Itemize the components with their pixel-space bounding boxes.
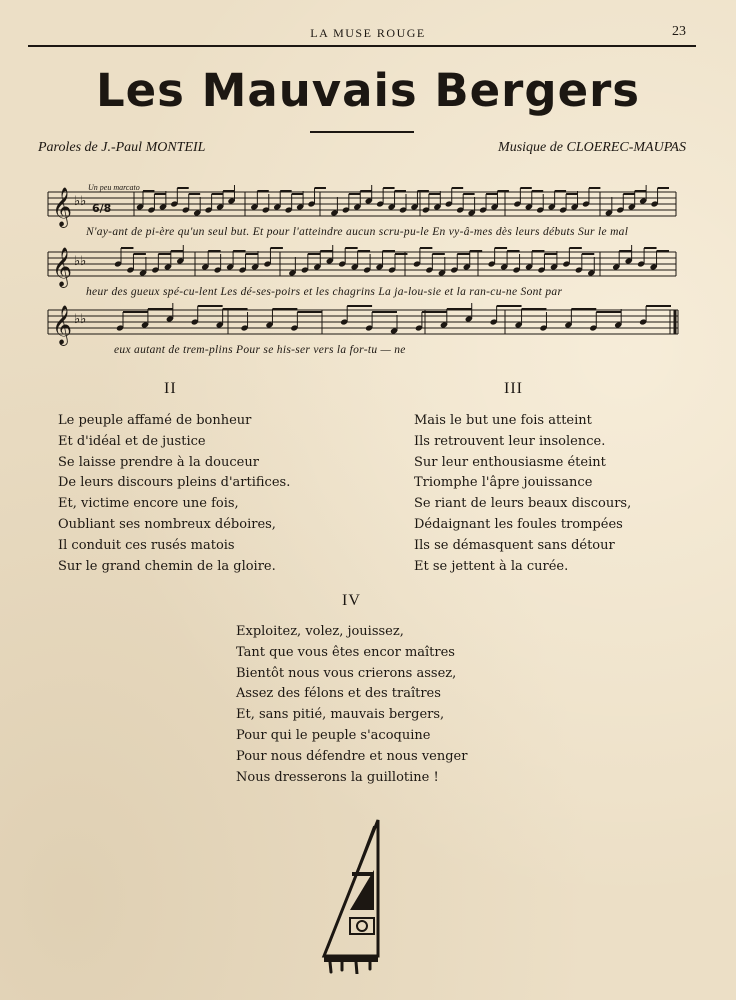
- lyric-line-1: N'ay-ant de pi-ère qu'un seul but. Et pour l'atteindre aucun scru-pu-le En vy-â-mes dès leurs débuts Sur le mal: [86, 226, 629, 238]
- verse-line: Bientôt nous vous crierons assez,: [236, 665, 457, 681]
- stanza-ii: [58, 411, 290, 577]
- verse-line: Pour qui le peuple s'acoquine: [236, 727, 431, 743]
- page-number: 23: [672, 24, 686, 39]
- composer-credit: Musique de CLOEREC-MAUPAS: [498, 140, 686, 155]
- lyric-line-3: eux autant de trem-plins Pour se his-ser vers la for-tu — ne: [114, 344, 406, 356]
- time-signature: 6/8: [92, 202, 112, 215]
- flat-icon: ♭♭: [74, 194, 87, 209]
- verse-line: Ils se démasquent sans détour: [414, 537, 615, 553]
- treble-clef-icon: 𝄞: [52, 187, 73, 227]
- treble-clef-icon: 𝄞: [52, 305, 73, 345]
- lyric-line-2: heur des gueux spé-cu-lent Les dé-ses-poirs et les chagrins La ja-lou-sie et la ran-cu-ne Sont par: [86, 286, 563, 298]
- verse-line: Nous dresserons la guillotine !: [236, 769, 439, 785]
- verse-line: Se laisse prendre à la douceur: [58, 454, 259, 470]
- verse-line: De leurs discours pleins d'artifices.: [58, 475, 291, 491]
- treble-clef-icon: 𝄞: [52, 247, 73, 287]
- music-staff: [48, 245, 676, 288]
- stanza-number-iv: IV: [342, 592, 361, 609]
- lyricist-credit: Paroles de J.-Paul MONTEIL: [38, 140, 206, 155]
- title-divider: [310, 131, 414, 133]
- guillotine-icon: [316, 814, 396, 974]
- verse-line: Le peuple affamé de bonheur: [58, 413, 252, 428]
- verse-line: Mais le but une fois atteint: [414, 413, 592, 428]
- verse-line: Pour nous défendre et nous venger: [236, 748, 468, 764]
- verse-line: Se riant de leurs beaux discours,: [414, 496, 632, 512]
- running-title: LA MUSE ROUGE: [310, 26, 426, 40]
- stanza-number-ii: II: [164, 380, 177, 397]
- stanza-iii: [414, 411, 631, 577]
- verse-line: Exploitez, volez, jouissez,: [236, 624, 404, 639]
- music-staff: [48, 303, 678, 346]
- flat-icon: ♭♭: [74, 312, 87, 327]
- verse-line: Et, sans pitié, mauvais bergers,: [236, 707, 445, 723]
- verse-line: Et, victime encore une fois,: [58, 496, 239, 512]
- verse-line: Assez des félons et des traîtres: [236, 686, 441, 702]
- verse-line: Oubliant ses nombreux déboires,: [58, 516, 276, 532]
- verse-line: Il conduit ces rusés matois: [58, 537, 235, 553]
- verse-line: Dédaignant les foules trompées: [414, 516, 623, 532]
- verse-line: Tant que vous êtes encor maîtres: [236, 644, 455, 660]
- music-staff: [48, 185, 676, 228]
- tempo-marking: Un peu marcato: [88, 183, 140, 192]
- stanza-iv: [236, 622, 467, 788]
- stanza-number-iii: III: [504, 380, 523, 397]
- verse-line: Triomphe l'âpre jouissance: [414, 475, 593, 491]
- verse-line: Et d'idéal et de justice: [58, 433, 206, 449]
- verse-line: Sur leur enthousiasme éteint: [414, 454, 606, 470]
- verse-line: Et se jettent à la curée.: [414, 558, 569, 574]
- verse-line: Ils retrouvent leur insolence.: [414, 433, 606, 449]
- music-score: [0, 172, 736, 372]
- flat-icon: ♭♭: [74, 254, 87, 269]
- song-title: Les Mauvais Bergers: [95, 64, 641, 117]
- verse-line: Sur le grand chemin de la gloire.: [58, 558, 276, 574]
- header-rule: [28, 45, 696, 47]
